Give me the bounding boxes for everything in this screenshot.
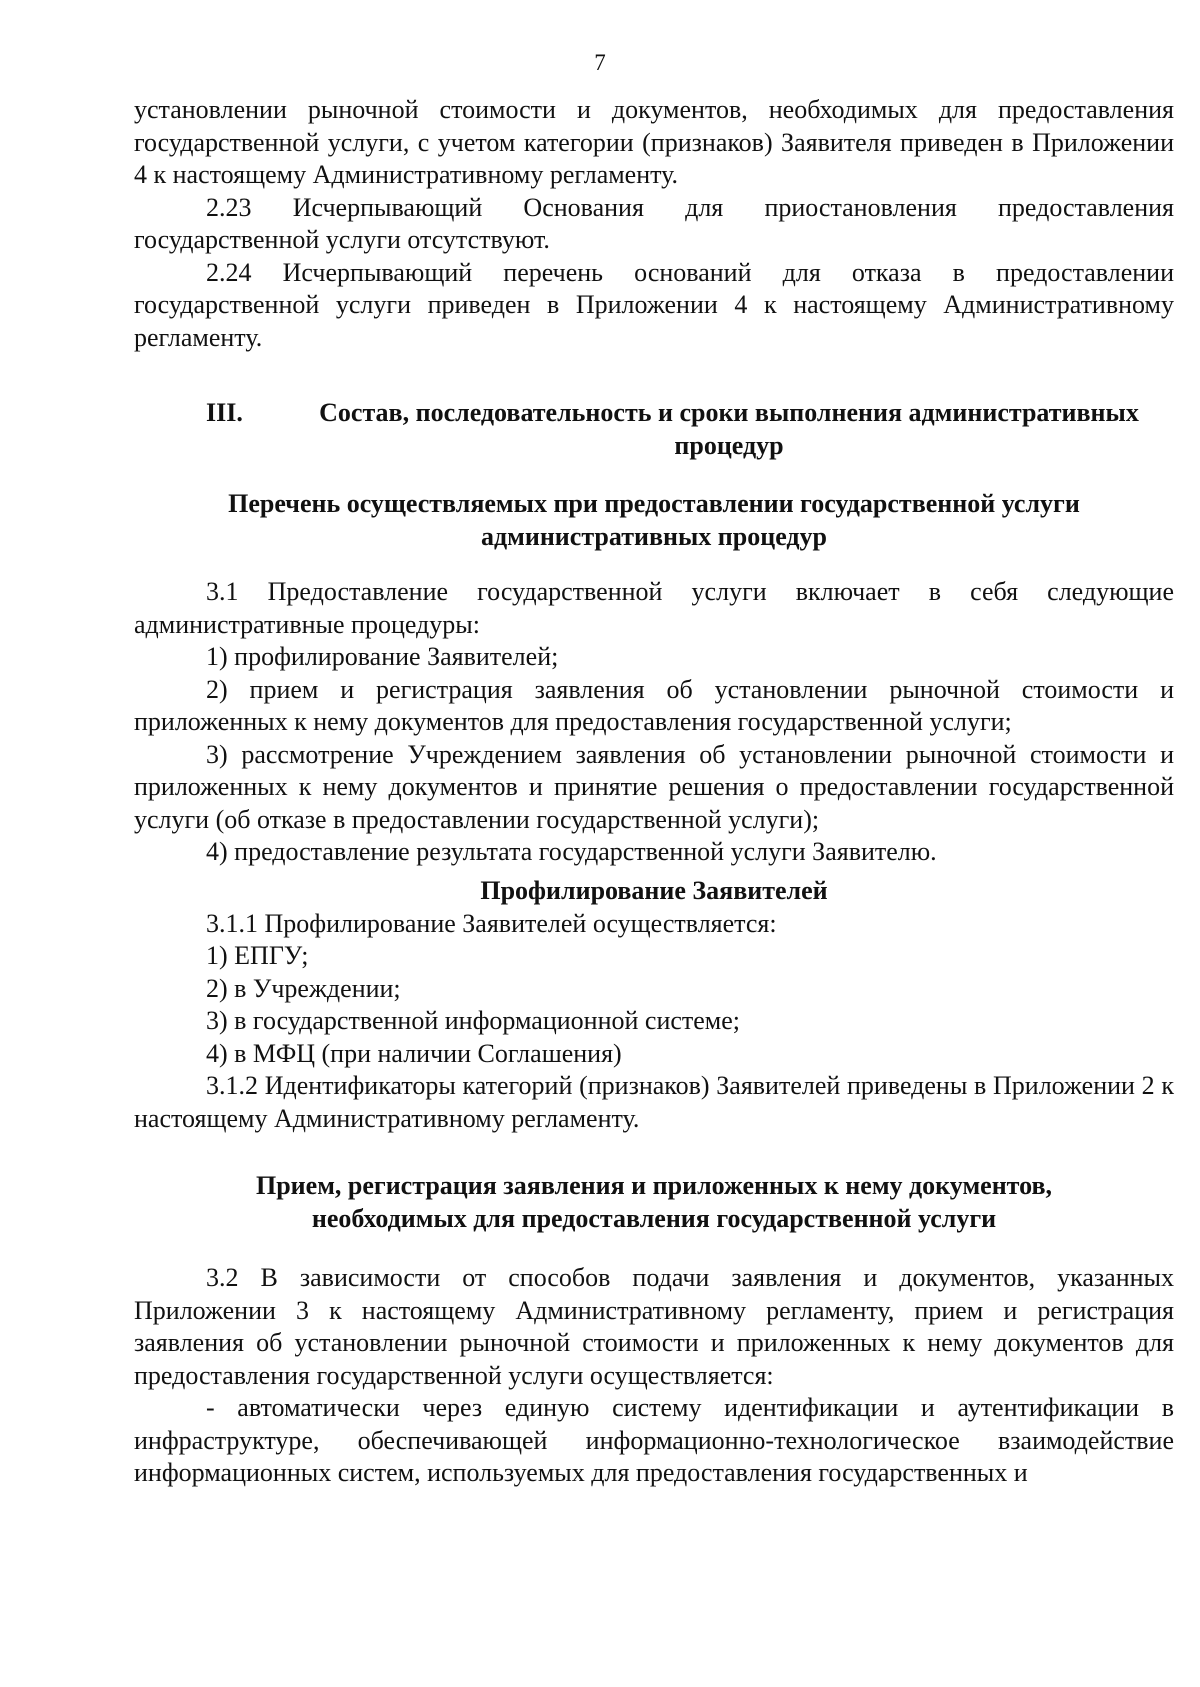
page-number: 7 [594,50,606,75]
procedure-item-1: 1) профилирование Заявителей; [206,642,559,671]
paragraph-3-2: 3.2 В зависимости от способов подачи заявления и документов, указанных Приложении 3 к настоящему Административному регламенту, прием и регистрация заявления об установлении рыночной стоимости и приложенных к нему документов для предоставления государственной услуги осуществляется: [134,1263,1174,1390]
profiling-item-1: 1) ЕПГУ; [206,941,309,970]
paragraph-3-1-1: 3.1.1 Профилирование Заявителей осуществляется: [206,908,777,938]
section-3-heading [134,397,1174,462]
list-heading: Перечень осуществляемых при предоставлении государственной услуги административных процедур [228,489,1080,551]
profiling-item-3: 3) в государственной информационной системе; [206,1006,741,1035]
procedure-item-4: 4) предоставление результата государственной услуги Заявителю. [206,837,937,866]
profiling-item-2: 2) в Учреждении; [206,973,401,1003]
paragraph-2-24: 2.24 Исчерпывающий перечень оснований для отказа в предоставлении государственной услуги приведен в Приложении 4 к настоящему Административному регламенту. [134,257,1174,352]
intro-block [134,94,1174,354]
profiling-heading: Профилирование Заявителей [480,876,828,905]
reception-heading-line-2: необходимых для предоставления государственной услуги [311,1203,997,1233]
profiling-block [134,875,1174,1135]
reception-block [134,1262,1174,1490]
reception-paragraph-2: - автоматически через единую систему идентификации и аутентификации в инфраструктуре, обеспечивающей информационно-технологическое взаимодействие информационных систем, используемых для предоставления государственных и [134,1393,1174,1487]
procedures-list-heading [134,488,1174,553]
reception-heading [134,1170,1174,1235]
profiling-item-4: 4) в МФЦ (при наличии Соглашения) [206,1038,622,1068]
section-title: Состав, последовательность и сроки выполнения административных процедур [319,398,1139,460]
paragraph-3-1: 3.1 Предоставление государственной услуги включает в себя следующие административные процедуры: [134,577,1174,639]
paragraph-3-1-2: 3.1.2 Идентификаторы категорий (признаков) Заявителей приведены в Приложении 2 к настоящему Административному регламенту. [134,1071,1174,1133]
reception-heading-line-1: Прием, регистрация заявления и приложенных к нему документов, [255,1171,1053,1200]
procedure-item-2: 2) прием и регистрация заявления об установлении рыночной стоимости и приложенных к нему документов для предоставления государственной услуги; [134,674,1174,736]
intro-paragraph-1: установлении рыночной стоимости и документов, необходимых для предоставления государственной услуги, с учетом категории (признаков) Заявителя приведен в Приложении 4 к настоящему Административному регламенту. [134,95,1174,189]
procedures-block [134,576,1174,869]
procedure-item-3: 3) рассмотрение Учреждением заявления об установлении рыночной стоимости и приложенных к нему документов и принятие решения о предоставлении государственной услуги (об отказе в предоставлении государственной услуги); [134,739,1174,834]
section-number: III. [206,398,243,427]
paragraph-2-23: 2.23 Исчерпывающий Основания для приостановления предоставления государственной услуги отсутствуют. [134,192,1174,254]
